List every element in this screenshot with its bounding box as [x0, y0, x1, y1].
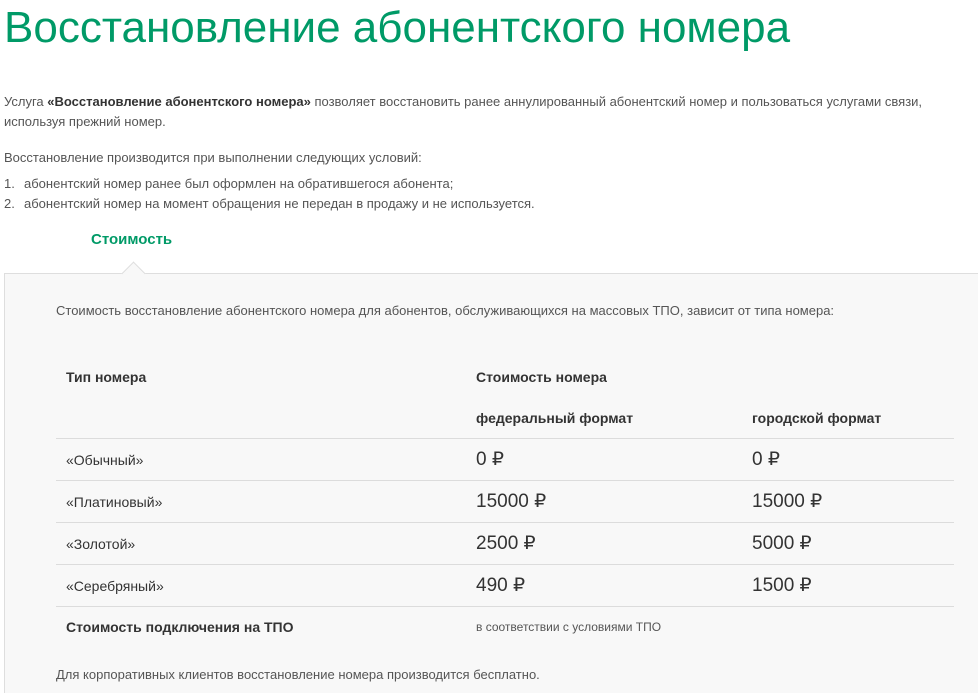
column-subheader-city: городской формат — [742, 398, 954, 439]
intro-paragraph — [4, 92, 974, 132]
column-subheader-federal: федеральный формат — [466, 398, 742, 439]
table-row-connection — [56, 607, 954, 648]
cell-number-type: «Платиновый» — [56, 481, 466, 523]
cell-connection-value: в соответствии с условиями ТПО — [476, 620, 662, 634]
cell-city-price: 15000 ₽ — [742, 481, 954, 523]
cost-panel — [4, 273, 978, 693]
intro-prefix: Услуга — [4, 94, 48, 109]
conditions-heading: Восстановление производится при выполнении следующих условий: — [4, 150, 422, 165]
table-row — [56, 523, 954, 565]
cell-city-price: 1500 ₽ — [742, 565, 954, 607]
cell-number-type: «Золотой» — [56, 523, 466, 565]
panel-lead-text: Стоимость восстановление абонентского номера для абонентов, обслуживающихся на массовых ТПО, зависит от типа номера: — [56, 303, 835, 318]
table-row — [56, 481, 954, 523]
column-header-type: Тип номера — [66, 369, 147, 385]
cell-number-type: «Серебряный» — [56, 565, 466, 607]
table-header-row — [56, 356, 954, 398]
cell-city-price: 0 ₽ — [742, 439, 954, 481]
conditions-list — [4, 174, 535, 214]
panel-footnote: Для корпоративных клиентов восстановление номера производится бесплатно. — [56, 667, 540, 682]
cell-city-price: 5000 ₽ — [742, 523, 954, 565]
cell-federal-price: 2500 ₽ — [466, 523, 742, 565]
page-title: Восстановление абонентского номера — [4, 3, 791, 52]
cell-federal-price: 0 ₽ — [466, 439, 742, 481]
list-item — [4, 194, 535, 214]
cell-federal-price: 15000 ₽ — [466, 481, 742, 523]
column-subheader-empty — [56, 398, 466, 439]
panel-pointer-arrow — [121, 261, 145, 285]
cell-federal-price: 490 ₽ — [466, 565, 742, 607]
tab-cost[interactable]: Стоимость — [91, 231, 173, 248]
table-row — [56, 439, 954, 481]
list-item-number: 2. — [4, 196, 15, 211]
table-subheader-row — [56, 398, 954, 439]
price-table — [56, 356, 954, 647]
list-item-number: 1. — [4, 176, 15, 191]
cell-number-type: «Обычный» — [56, 439, 466, 481]
list-item — [4, 174, 535, 194]
cell-connection-label: Стоимость подключения на ТПО — [66, 619, 294, 635]
intro-suffix: позволяет восстановить ранее аннулированный абонентский номер и пользоваться услугами связи, используя прежний номер. — [4, 94, 923, 129]
list-item-text: абонентский номер на момент обращения не передан в продажу и не используется. — [24, 196, 535, 211]
intro-service-name: «Восстановление абонентского номера» — [47, 94, 311, 109]
list-item-text: абонентский номер ранее был оформлен на обратившегося абонента; — [24, 176, 454, 191]
column-header-price: Стоимость номера — [476, 369, 607, 385]
table-row — [56, 565, 954, 607]
